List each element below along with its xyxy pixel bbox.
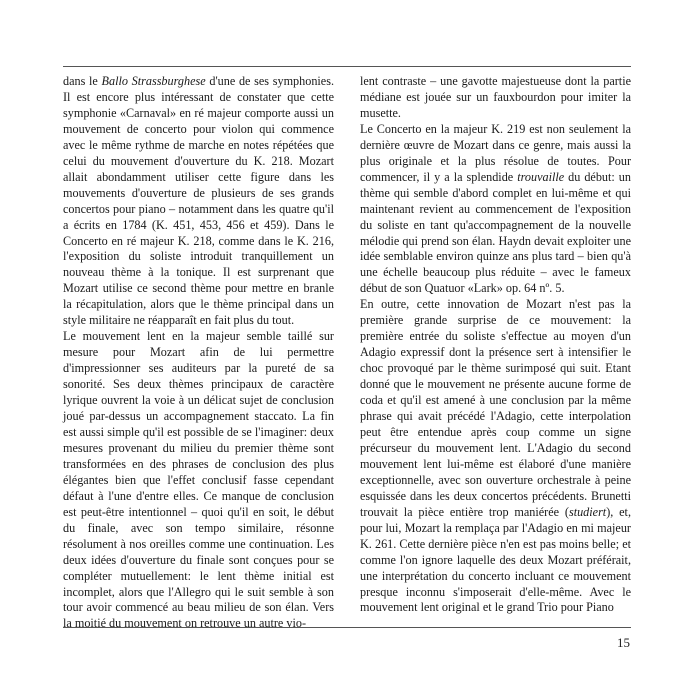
paragraph bbox=[63, 329, 334, 632]
paragraph bbox=[360, 74, 631, 122]
italic-text: studiert bbox=[568, 504, 607, 519]
page-number: 15 bbox=[617, 635, 630, 650]
text-run: du début: un thème qui semble d'abord complet en lui-même et qui maintenant revient au commencement de l'exposition du soliste en tant qu'accompagnement de la nouvelle mélodie qui prend son élan. Haydn devait exploiter une idée semblable environ quinze ans plus tard – bien qu'à une échelle beaucoup plus réduite – avec le fameux début de son Quatuor «Lark» op. 64 nº. 5. bbox=[360, 169, 631, 296]
text-run: ), et, pour lui, Mozart la remplaça par l'Adagio en mi majeur K. 261. Cette dernière pièce n'en est pas moins belle; et comme l'on ignore laquelle des deux Mozart préférait, une interprétation du concerto incluant ce mouvement presque inconnu s'imposerait d'elle-même. Avec le mouvement lent original et le grand Trio pour Piano bbox=[360, 504, 631, 615]
text-column-right bbox=[360, 74, 631, 616]
text-run: En outre, cette innovation de Mozart n'est pas la première grande surprise de ce mouvement: la première entrée du soliste s'effectue au moyen d'un Adagio expressif dont la présence sert à intensifier le choc provoqué par le thème surimposé qui suit. Etant donné que le mouvement ne présente aucune forme de coda et qu'il est amené à une conclusion par la même phrase qui avait précédé l'Adagio, cette interpolation peut être entendue après coup comme un signe précurseur du mouvement lent. L'Adagio du second mouvement lent lui-même est élaboré d'une manière exceptionnelle, avec son ouverture orchestrale à peine esquissée dans les deux concertos précédents. Brunetti trouvait la pièce entière trop maniérée ( bbox=[360, 297, 631, 519]
top-rule bbox=[63, 66, 631, 67]
text-run: d'une de ses symphonies. Il est encore plus intéressant de constater que cette symphonie «Carnaval» en ré majeur comporte aussi un mouvement de concerto pour violon qui commence avec le même rythme de marche en notes répétées que celui du mouvement d'ouverture du K. 218. Mozart allait abondamment utiliser cette figure dans les mouvements d'ouverture de plusieurs de ses grands concertos pour piano – notamment dans les quatre qu'il a écrits en 1784 (K. 451, 453, 456 et 459). Dans le Concerto en ré majeur K. 218, comme dans le K. 216, l'exposition du soliste introduit tranquillement un nouveau thème à la tonique. Il est surprenant que Mozart utilise ce second thème pour mettre en branle la récapitulation, alors que le thème principal dans un style militaire ne réapparaît en fait plus du tout. bbox=[63, 74, 335, 328]
text-run: Le Concerto en la majeur K. 219 est non seulement la dernière œuvre de Mozart dans ce genre, mais aussi la plus originale et la plus résolue de toutes. Pour commencer, il y a la splendide bbox=[360, 121, 631, 184]
paragraph bbox=[360, 122, 631, 297]
text-column-left bbox=[63, 74, 334, 632]
paragraph bbox=[360, 297, 631, 616]
bottom-rule bbox=[63, 627, 631, 628]
text-run: Le mouvement lent en la majeur semble taillé sur mesure pour Mozart afin de lui permettre d'impressionner ses auditeurs par la pureté de sa sonorité. Ses deux thèmes principaux de caractère lyrique ouvrent la voie à un délicat sujet de conclusion joué par-dessus un accompagnement staccato. La fin est aussi simple qu'il est possible de se l'imaginer: deux mesures provenant du milieu du premier thème sont transformées en des phrases de conclusion des plus élégantes bien que l'effet conclusif fasse cependant défaut à l'une d'entre elles. Ce manque de conclusion est peut-être intentionnel – quoi qu'il en soit, le début du finale, avec son tempo similaire, résonne résolument à nos oreilles comme une continuation. Les deux idées d'ouverture du finale sont conçues pour se compléter mutuellement: le lent thème initial est incomplet, alors que l'Allegro qui le suit semble à son tour avoir commencé au beau milieu de son élan. Vers la moitié du mouvement on retrouve un autre vio- bbox=[63, 329, 334, 631]
italic-text: trouvaille bbox=[517, 169, 565, 184]
italic-text: Ballo Strassburghese bbox=[101, 74, 206, 88]
text-run: dans le bbox=[63, 74, 102, 88]
text-run: lent contraste – une gavotte majestueuse dont la partie médiane est jouée sur un fauxbourdon pour imiter la musette. bbox=[360, 74, 631, 120]
paragraph bbox=[63, 74, 334, 329]
